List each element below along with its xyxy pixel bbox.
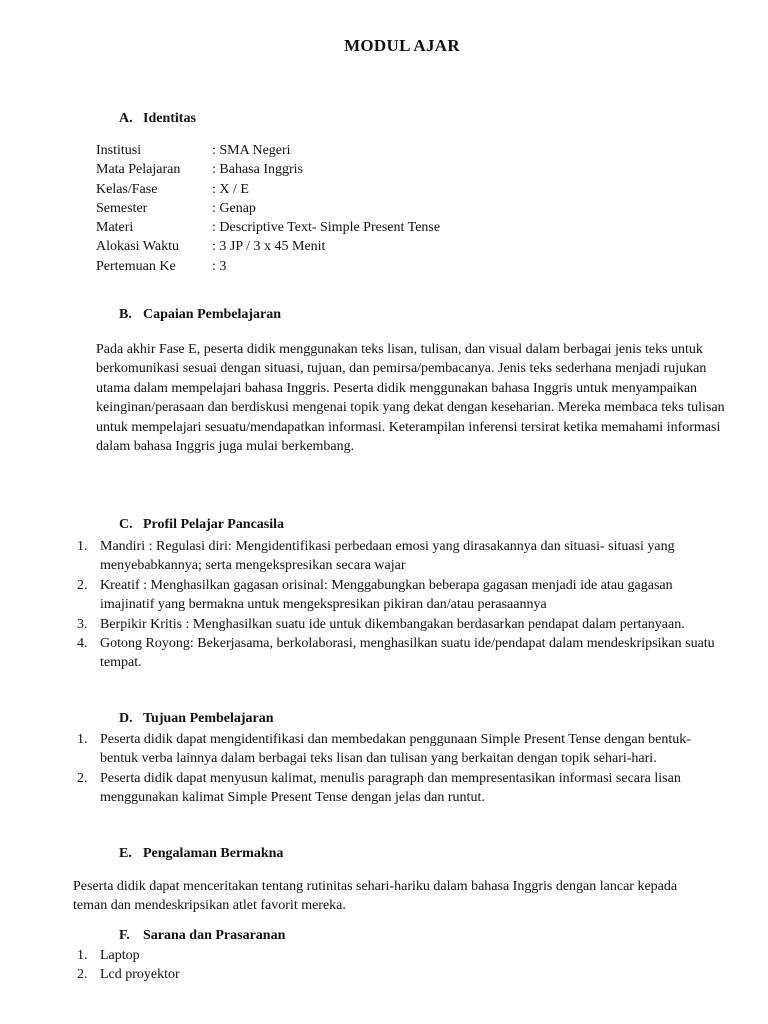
list-number: 3. [77, 616, 88, 632]
identitas-label: Institusi [96, 143, 142, 158]
list-item [72, 615, 722, 634]
list-number: 1. [77, 948, 88, 963]
sarana-list [72, 946, 722, 985]
identitas-row [96, 257, 440, 276]
list-item [72, 965, 722, 984]
list-text: Kreatif : Menghasilkan gagasan orisinal: Menggabungkan beberapa gagasan menjadi ide atau gagasan imajinatif yang bermakna untuk mengekspresikan pikiran dan/atau perasaannya [100, 577, 673, 613]
list-text: Mandiri : Regulasi diri: Mengidentifikasi perbedaan emosi yang dirasakannya dan situasi- situasi yang menyebabkannya; serta mengekspresikan secara wajar [100, 539, 675, 574]
identitas-value: : 3 JP / 3 x 45 Menit [212, 239, 326, 255]
section-e-title: Pengalaman Bermakna [143, 846, 284, 861]
identitas-label: Mata Pelajaran [96, 162, 181, 178]
pengalaman-paragraph: Peserta didik dapat menceritakan tentang rutinitas sehari-hariku dalam bahasa Inggris dengan lancar kepada teman dan mendeskripsikan atlet favorit mereka. [73, 879, 678, 914]
identitas-value: : Genap [212, 200, 256, 216]
list-item [72, 730, 722, 769]
document-title: MODUL AJAR [344, 36, 460, 55]
list-text: Berpikir Kritis : Menghasilkan suatu ide untuk dikembangakan berdasarkan pendapat dalam pertanyaan. [100, 616, 685, 632]
list-number: 4. [77, 636, 88, 652]
section-d-title: Tujuan Pembelajaran [143, 711, 274, 726]
section-f-heading [119, 928, 285, 944]
list-text: Peserta didik dapat menyusun kalimat, menulis paragraph dan mempresentasikan informasi secara lisan menggunakan kalimat Simple Present Tense dengan jelas dan runtut. [100, 770, 681, 806]
section-b-heading [119, 307, 281, 323]
identitas-row [96, 180, 440, 199]
section-a-heading [119, 111, 196, 127]
list-item [72, 946, 722, 965]
section-f-title: Sarana dan Prasaranan [143, 928, 286, 943]
section-a-letter: A. [119, 111, 133, 126]
list-text: Laptop [100, 948, 140, 963]
identitas-label: Alokasi Waktu [96, 239, 179, 255]
section-d-heading [119, 711, 274, 727]
identitas-value: : Descriptive Text- Simple Present Tense [212, 220, 441, 236]
list-item [72, 634, 722, 673]
list-item [72, 576, 722, 615]
identitas-row [96, 160, 440, 179]
identitas-label: Kelas/Fase [96, 181, 158, 197]
identitas-row [96, 218, 440, 237]
section-c-title: Profil Pelajar Pancasila [143, 517, 285, 532]
identitas-label: Semester [96, 200, 148, 216]
section-e-heading [119, 846, 283, 862]
list-item [72, 769, 722, 808]
list-number: 1. [77, 732, 88, 747]
identitas-value: : 3 [212, 258, 227, 274]
section-a-title: Identitas [143, 111, 196, 126]
identitas-table [96, 141, 440, 276]
identitas-value: : SMA Negeri [212, 143, 291, 158]
section-c-heading [119, 517, 284, 533]
profil-list [72, 537, 722, 673]
identitas-row [96, 199, 440, 218]
list-text: Gotong Royong: Bekerjasama, berkolaborasi, menghasilkan suatu ide/pendapat dalam mendeskripsikan suatu tempat. [100, 636, 715, 671]
list-text: Peserta didik dapat mengidentifikasi dan membedakan penggunaan Simple Present Tense dengan bentuk-bentuk verba lainnya dalam berbagai teks lisan dan tulisan yang berkaitan dengan topik sehari-hari. [100, 732, 691, 767]
section-b-letter: B. [119, 307, 132, 322]
section-e-letter: E. [119, 846, 132, 861]
list-text: Lcd proyektor [100, 967, 180, 983]
list-number: 2. [77, 577, 88, 593]
section-c-letter: C. [119, 517, 133, 532]
list-number: 2. [77, 967, 88, 983]
section-d-letter: D. [119, 711, 133, 726]
list-number: 2. [77, 770, 88, 786]
identitas-row [96, 141, 440, 160]
capaian-paragraph: Pada akhir Fase E, peserta didik menggunakan teks lisan, tulisan, dan visual dalam berbagai jenis teks untuk berkomunikasi sesuai dengan situasi, tujuan, dan pemirsa/pembacanya. Jenis teks sederhana menjadi rujukan utama dalam mempelajari bahasa Inggris. Peserta didik menggunakan bahasa Inggris untuk menyampaikan keinginan/perasaan dan berdiskusi mengenai topik yang dekat dengan keseharian. Mereka membaca teks tulisan untuk mempelajari sesuatu/mendapatkan informasi. Keterampilan inferensi tersirat ketika memahami informasi dalam bahasa Inggris juga mulai berkembang. [96, 342, 725, 455]
identitas-row [96, 237, 440, 256]
identitas-label: Pertemuan Ke [96, 258, 176, 274]
list-number: 1. [77, 539, 88, 554]
identitas-value: : Bahasa Inggris [212, 162, 303, 178]
section-f-letter: F. [119, 928, 130, 943]
identitas-label: Materi [96, 220, 134, 236]
list-item [72, 537, 722, 576]
identitas-value: : X / E [212, 181, 249, 197]
tujuan-list [72, 730, 722, 808]
section-b-title: Capaian Pembelajaran [143, 307, 282, 322]
